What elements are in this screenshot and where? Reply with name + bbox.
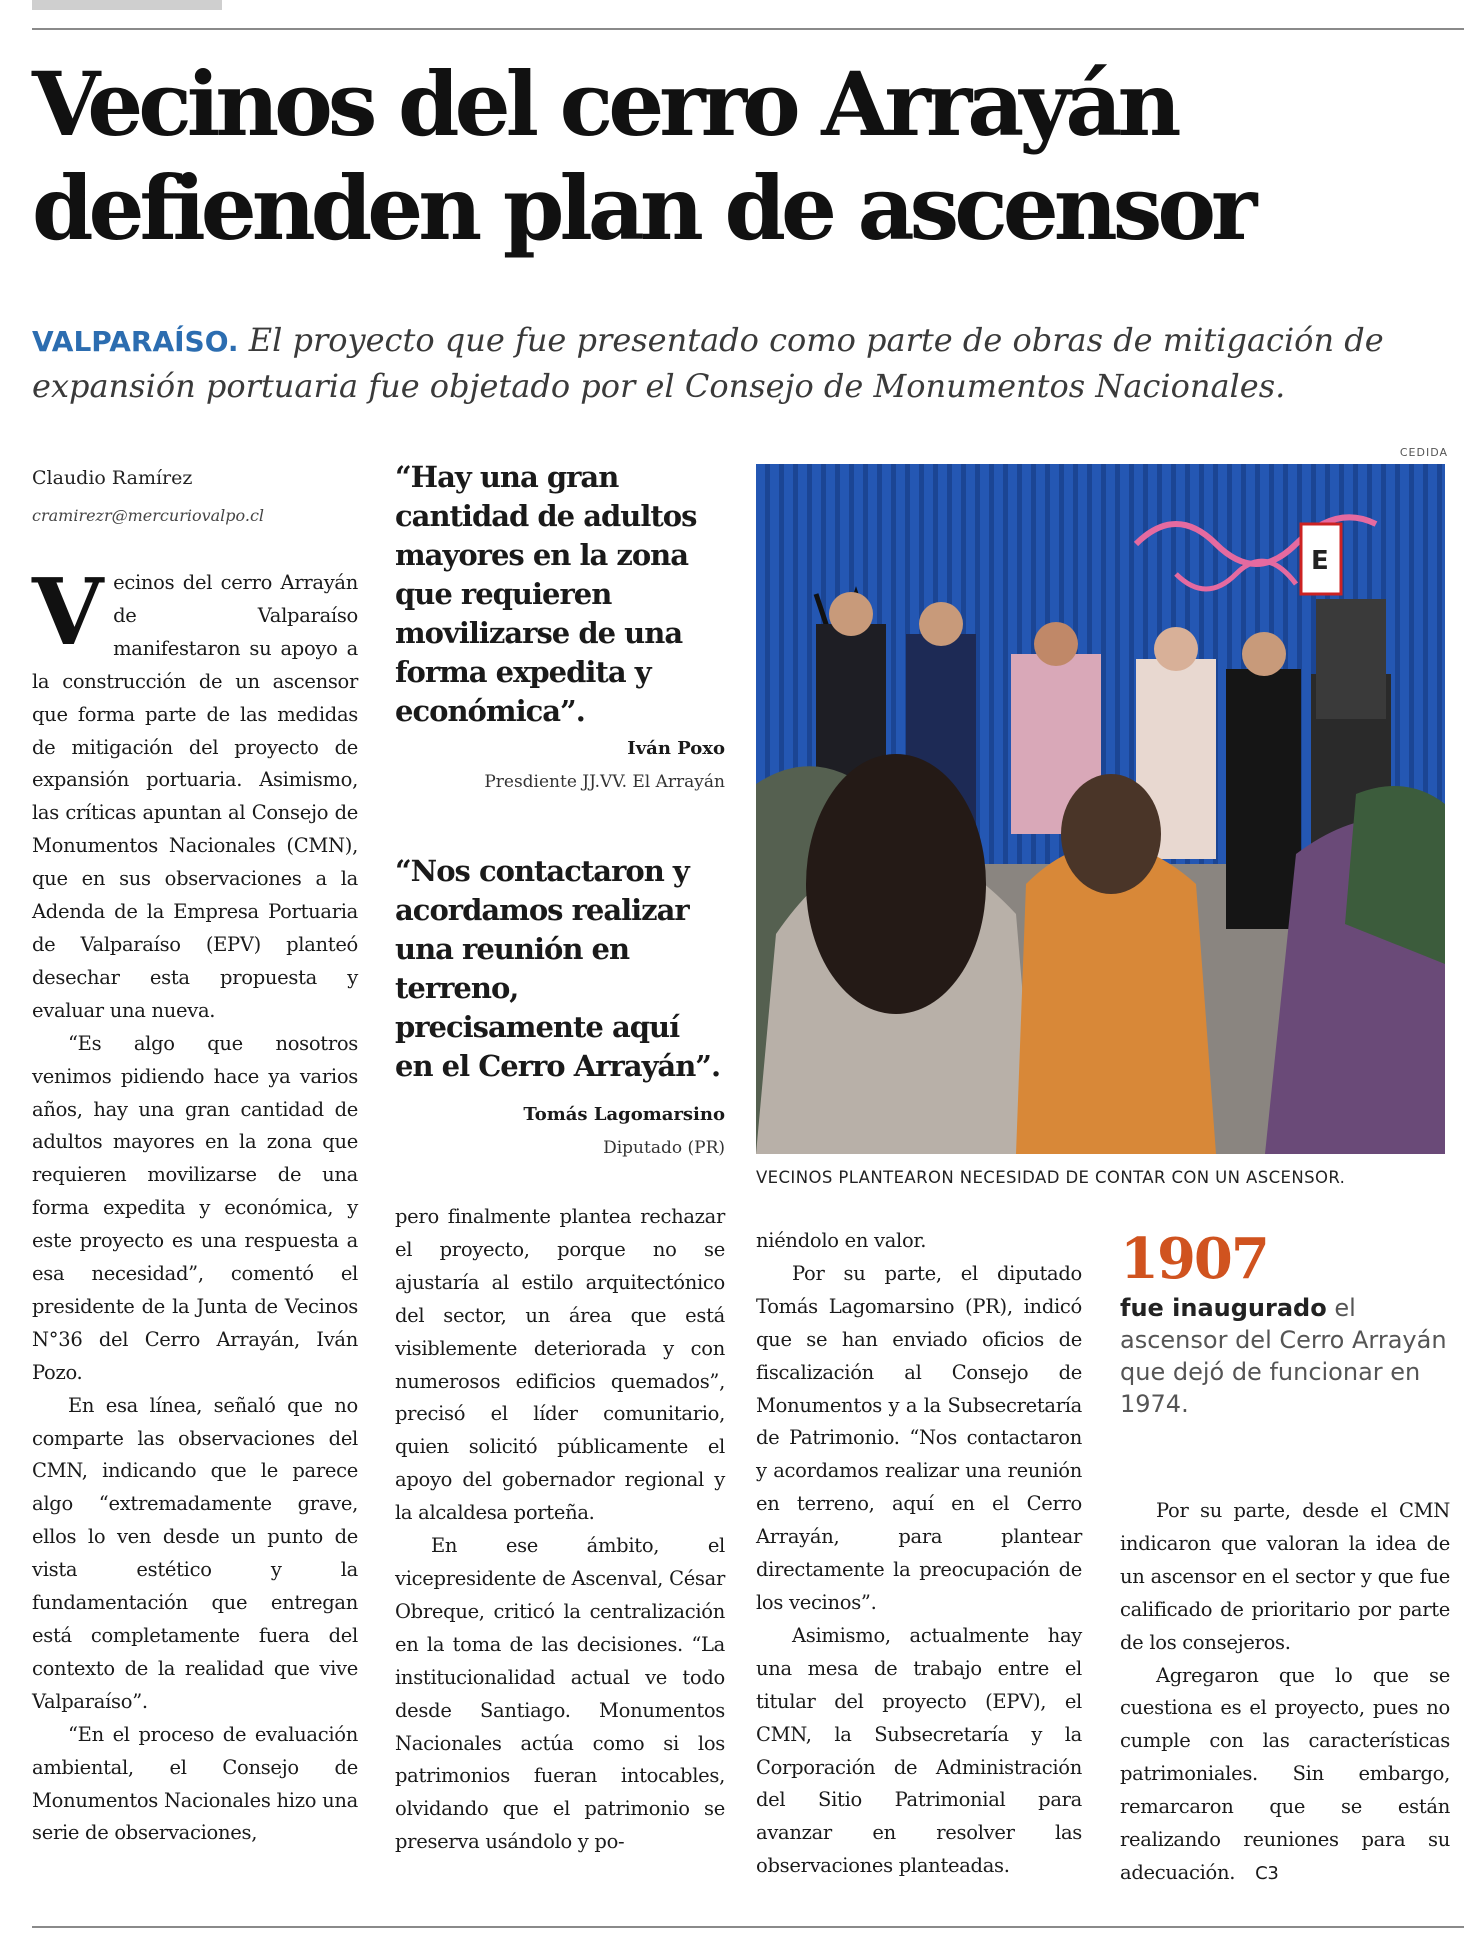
paragraph: En esa línea, señaló que no comparte las observaciones del CMN, indicando que le parece algo “extremadamente grave, ellos lo ven desde un punto de vista estético y la fundamentación que entregan está completamente fuera del contexto de la realidad que vive Valparaíso”. [32,1393,358,1713]
quote-attribution-1 [395,738,725,798]
drop-cap: V [32,558,104,666]
paragraph: Asimismo, actualmente hay una mesa de trabajo entre el titular del proyecto (EPV), el CMN, la Subsecretaría y la Corporación de Administración del Sitio Patrimonial para avanzar en resolver las observaciones planteadas. [756,1623,1082,1878]
pull-quote-1: “Hay una gran cantidad de adultos mayores en la zona que requieren movilizarse de una forma expedita y económica”. [395,460,697,728]
people-meeting-image [756,464,1445,1154]
quote-role: Presdiente JJ.VV. El Arrayán [484,772,725,792]
top-rule [32,28,1464,30]
fact-bold: fue inaugurado [1120,1294,1327,1322]
paragraph: Por su parte, el diputado Tomás Lagomarsino (PR), indicó que se han enviado oficios de fiscalización al Consejo de Monumentos y a la Subsecretaría de Patrimonio. “Nos contactaron y acordamos realizar una reunión en terreno, aquí en el Cerro Arrayán, para plantear directamente la preocupación de los vecinos”. [756,1261,1082,1614]
paragraph: niéndolo en valor. [756,1229,927,1252]
deck-text: El proyecto que fue presentado como parte de obras de mitigación de expansión portuaria fue objetado por el Consejo de Monumentos Nacionales. [32,321,1384,405]
paragraph: “En el proceso de evaluación ambiental, el Consejo de Monumentos Nacionales hizo una serie de observaciones, [32,1722,358,1845]
article-column-2 [395,1201,725,1859]
quote-attribution-2 [395,1104,725,1164]
photo-caption: VECINOS PLANTEARON NECESIDAD DE CONTAR CON UN ASCENSOR. [756,1168,1346,1187]
quote-role: Diputado (PR) [603,1138,725,1158]
photo-credit: CEDIDA [1399,446,1448,459]
svg-text:E: E [1311,546,1329,576]
fact-text: el ascensor del Cerro Arrayán que dejó de funcionar en 1974. [1120,1294,1447,1418]
pull-quote-2: “Nos contactaron y acordamos realizar una reunión en terreno, precisamente aquí en el Cerro Arrayán”. [395,854,721,1083]
news-photo [756,464,1445,1154]
quote-name: Tomás Lagomarsino [523,1104,725,1125]
fact-number: 1907 [1120,1226,1268,1292]
paragraph: Agregaron que lo que se cuestiona es el proyecto, pues no cumple con las características patrimoniales. Sin embargo, remarcaron que se están realizando reuniones para su adecuación. C3 [1120,1663,1450,1884]
article-column-1 [32,558,358,1850]
article-column-4 [1120,1495,1450,1891]
quote-name: Iván Poxo [627,738,725,759]
article-column-3 [756,1225,1082,1883]
byline-email: cramirezr@mercuriovalpo.cl [32,506,265,525]
paragraph: En ese ámbito, el vicepresidente de Ascenval, César Obreque, criticó la centralización en la toma de las decisiones. “La institucionalidad actual ve todo desde Santiago. Monumentos Nacionales actúa como si los patrimonios fueran intocables, olvidando que el patrimonio se preserva usándolo y po- [395,1534,725,1854]
bottom-rule [32,1926,1464,1928]
paragraph: pero finalmente plantea rechazar el proyecto, porque no se ajustaría al estilo arquitectónico del sector, un área que está visiblemente deteriorada y con numerosos edificios quemados”, precisó el líder comunitario, quien solicitó públicamente el apoyo del gobernador regional y la alcaldesa porteña. [395,1205,725,1525]
end-mark: C3 [1255,1862,1279,1884]
byline-author: Claudio Ramírez [32,467,193,489]
deck-place: VALPARAÍSO. [32,325,239,358]
fact-box [1120,1292,1450,1420]
headline: Vecinos del cerro Arrayán defienden plan de ascensor [32,52,1253,260]
paragraph: Por su parte, desde el CMN indicaron que valoran la idea de un ascensor en el sector y que fue calificado de prioritario por parte de los consejeros. [1120,1499,1450,1654]
paragraph: “Es algo que nosotros venimos pidiendo hace ya varios años, hay una gran cantidad de adultos mayores en la zona que requieren movilizarse de una forma expedita y económica, y este proyecto es una respuesta a esa necesidad”, comentó el presidente de la Junta de Vecinos N°36 del Cerro Arrayán, Iván Pozo. [32,1031,358,1384]
deck [32,318,1452,409]
paragraph: Vecinos del cerro Arrayán de Valparaíso manifestaron su apoyo a la construcción de un ascensor que forma parte de las medidas de mitigación del proyecto de expansión portuaria. Asimismo, las críticas apuntan al Consejo de Monumentos Nacionales (CMN), que en sus observaciones a la Adenda de la Empresa Portuaria de Valparaíso (EPV) planteó desechar esta propuesta y evaluar una nueva. [32,558,358,1022]
section-tab [32,0,222,10]
